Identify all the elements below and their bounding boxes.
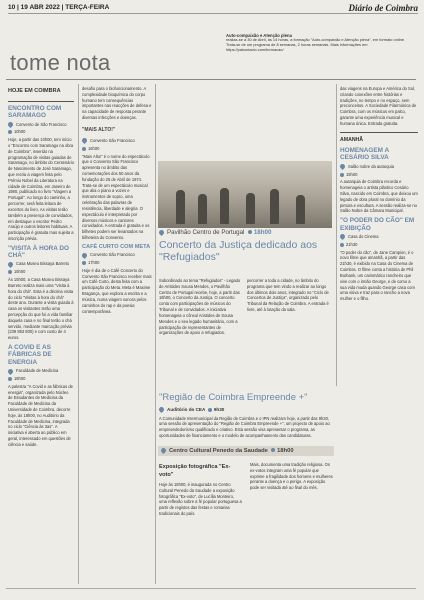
feature-caption: Pavilhão Centro de Portugal 18h00: [159, 229, 271, 236]
event-time: 16h00: [82, 146, 152, 152]
event-text: A palestra "A Covid e as fábricas de energia", organizada pelo Núcleo de Estudantes de Medicina da Faculdade de Medicina da Universidade de Coimbra, decorre hoje, às 18h00, no Auditório da Faculdade de Medicina, integrada no ciclo "Ciência às 3as". A iniciativa é aberta ao público em geral, interessado em questões de ciência e saúde.: [8, 383, 73, 447]
clock-icon: [82, 261, 86, 265]
location-pin-icon: [81, 137, 88, 144]
event-time: 21h30: [340, 242, 418, 248]
feature-column-1: [159, 278, 241, 338]
event-venue-time: Auditório do CEA 9h30: [159, 407, 335, 414]
event-text: Às 15h00, a Casa Museu Bissaya Barreto realiza mais uma "Visita à hora do chá". Esta é a décima visita do ciclo "Visitas à hora do chá" deste ano. Durante a visita guiada à casa os visitantes terão uma percepção do que foi a vida familiar daquela casa e no final terão o chá servido, mediante marcação prévia (239 853 800) e com custo de 4 euros.: [8, 277, 74, 341]
newspaper-logo: Diário de Coimbra: [348, 3, 418, 13]
photo-figure: [270, 189, 279, 224]
section-label: AMANHÃ: [340, 136, 364, 143]
photo-figure: [296, 195, 305, 224]
location-pin-icon: [160, 447, 167, 454]
article-headline: "Região de Coimbra Empreende +": [159, 392, 308, 403]
event-text: "Mais Alto!" é o nome do espectáculo que o Convento São Francisco apresenta no âmbito das comemorações dos 50 anos da fundação do 25 de Abril de 1974. Trata-se de um espectáculo musical que alia o piano a vozes e instrumentos de sopro, uma celebração das palavras de resistência, liberdade e alegria. O espectáculo é interpretado por diversos músicos e cantores convidados. A entrada é gratuita e os bilhetes podem ser levantados na bilheteira do Convento.: [82, 153, 150, 240]
event-time: 15h00: [340, 172, 418, 178]
feature-title: Concerto da Justiça dedicado aos "Refugiados": [159, 239, 318, 263]
event-text: Hoje é dia de o Café Concerto do Convento São Francisco receber mais um Café Curto, desta feita com a participação do Meta. Meta é Maxime Bragança, que explora a escrita e a música, numa viagem sonora pelos caminhos do rap e da poesia contemporânea.: [82, 267, 152, 314]
event-text: Hoje, a partir das 10h00, tem início o "Encontro com Saramago na obra de Coimbra", inserido na programação de visitas guiadas de Saramago, no âmbito do Centenário de Nascimento de José Saramago, que recria a viagem feita pelo Prémio Nobel da Literatura na cidade de Coimbra, em Janeiro de 1980, publicado no livro "Viagem a Portugal". Ao longo do caminho, a percorrer, será feita leitura de excertos do livro. As visitas terão também a presença de convidados, em destaque o escritor Pedro Araújo e outros leitores habituais. A participação é gratuita mas sujeita a inscrição prévia.: [8, 137, 74, 241]
clock-icon: [8, 130, 12, 134]
photo-figure: [176, 190, 185, 224]
column-two: [82, 86, 152, 316]
clock-icon: [8, 270, 12, 274]
article-text: percorrer a toda a cidade, no âmbito do programa que tem vindo a realizar ao longo dos últimos dois anos, integrado no "Ciclo de Concertos de Justiça", organizado pelo Tribunal da Relação de Coimbra. A entrada é livre, até à lotação da sala.: [247, 278, 329, 313]
article-text: Hoje às 18h00, é inaugurada no Centro Cultural Penedo da Saudade a exposição fotográfica "Ex-voto", de Lucília Monteiro, uma reflexão sobre a fé popular portuguesa a partir de registos das festas e romarias tradicionais do país.: [159, 481, 242, 516]
event-venue: Faculdade de Medicina: [8, 368, 74, 374]
column-hoje: [8, 84, 74, 450]
clock-icon: [248, 230, 252, 234]
promo-text: realiza-se a 30 de Abril, às 14 horas, a formação "Auto-compaixão e Atenção plena", em formato online. Trata-se de um programa de 8 semanas, 2 horas semanais. Mais informações em https://pakontacto.com/formacao/: [226, 37, 406, 52]
location-pin-icon: [339, 233, 346, 240]
event-title: HOMENAGEM A CESÁRIO SILVA: [340, 147, 389, 162]
section-divider: [6, 79, 416, 80]
location-pin-icon: [7, 368, 14, 375]
page-info: 10 | 19 ABR 2022 | TERÇA-FEIRA: [8, 4, 110, 11]
column-separator: [336, 84, 337, 386]
event-title: A COVID E AS FÁBRICAS DE ENERGIA: [8, 344, 52, 366]
article-text: das viagens na Europa e América do Sul, criando conexões entre histórias e tradições, no tempo e no espaço, sem preconceitos. A Sociedade Filarmónica de Coimbra, com os músicos em palco, garante uma experiência musical e humana única. Entrada gratuita.: [340, 86, 417, 126]
location-pin-icon: [7, 261, 14, 268]
location-pin-icon: [158, 406, 165, 413]
event-title: "VISITA À HORA DO CHÁ": [8, 244, 70, 260]
exhibition-column-2: [250, 462, 334, 493]
article-text: Subordinado ao tema "Refugiados" - Legado de Aristides Sousa Mendes, o Pavilhão Centro de Portugal recebe, hoje, a partir das 18h00, o Concerto da Justiça. O concerto conta com participações de músicos do Tribunal e de convidados. A iniciativa homenageia o cônsul Aristides de Sousa Mendes e o seu legado humanitário, com a participação de representantes de organizações de apoio a refugiados.: [159, 278, 241, 336]
feature-photo: [158, 161, 332, 228]
column-kicker: HOJE EM COIMBRA: [8, 88, 61, 94]
event-band: Centro Cultural Penedo da Saudade 18h00: [158, 446, 334, 456]
clock-icon: [8, 377, 12, 381]
event-text: A autarquia de Coimbra recorda e homenageia o artista plástico Cesário Silva, nascido em Coimbra, que deixou um legado de obra plural no domínio da pintura e escultura. A sessão realiza-se no Salão Nobre da Câmara Municipal.: [340, 179, 418, 214]
event-venue: Convento São Francisco: [82, 138, 152, 144]
event-venue: Convento de São Francisco: [8, 122, 74, 128]
feature-column-2: [247, 278, 333, 315]
page-bottom-rule: [6, 588, 416, 589]
event-title: ENCONTRO COM SARAMAGO: [8, 104, 62, 120]
location-pin-icon: [158, 229, 165, 236]
event-text: "O poder do cão", de Jane Campion, é o novo filme que amanhã, a partir das 21h30, é exibido na Casa do Cinema de Coimbra. O filme conta a história de Phil Burbank, um carismático rancheiro que vive com o irmão George, e de como a sua vida muda quando George casa com uma viúva e traz para o rancho a nova mulher e o filho.: [340, 249, 415, 302]
promo-title: Auto-compaixão e Atenção plena: [226, 33, 292, 38]
column-rule: [8, 101, 74, 102]
exhibition-column: [159, 460, 243, 519]
event-time: 15h00: [8, 269, 74, 275]
clock-icon: [271, 448, 275, 452]
column-right: [340, 86, 418, 304]
location-pin-icon: [339, 163, 346, 170]
event-venue: Casa Museu Bissaya Barreto: [8, 261, 74, 267]
event-venue: Salão nobre da autarquia: [340, 164, 418, 170]
event-time: 18h00: [8, 376, 74, 382]
event-title: CAFÉ CURTO COM META: [82, 243, 151, 250]
event-title: "MAIS ALTO!": [82, 126, 116, 133]
promo-box: [226, 33, 416, 53]
article-text: A Comunidade Intermunicipal da Região de Coimbra e o IPN realizam hoje, a partir das 9h30, uma sessão de apresentação do "Região de Coimbra Empreende +", um projecto de apoio ao empreendedorismo qualificado e criativo. Esta sessão visa apresentar o programa, as oportunidades de financiamento e o modelo de acompanhamento das candidaturas.: [159, 415, 330, 438]
middle-article: [159, 406, 335, 441]
photo-figure: [246, 193, 255, 224]
event-venue: Convento São Francisco: [82, 252, 152, 258]
column-rule: [340, 132, 418, 133]
column-separator: [155, 84, 156, 584]
article-text: Mais, documenta uma tradição religiosa. Os ex-votos integram uma fé popular que exprime a fragilidade dos homens e mulheres perante a doença e o perigo. A exposição pode ser visitada até ao final do mês.: [250, 462, 333, 491]
location-pin-icon: [81, 252, 88, 259]
clock-icon: [340, 173, 344, 177]
article-text: desafio para o biofuncionamento. A complexidade bioquímica do corpo humano tem consequências importantes nas reacções de defesa e na capacidade de resposta perante diversas infecções e doenças.: [82, 86, 152, 121]
page-header: [8, 3, 418, 14]
clock-icon: [340, 243, 344, 247]
exhibition-title: Exposição fotográfica "Ex-voto": [159, 464, 231, 478]
section-title: tome nota: [10, 50, 111, 75]
event-time: 17h00: [82, 260, 152, 266]
event-venue: Casa do Cinema: [340, 234, 418, 240]
event-title: "O PODER DO CÃO" EM EXIBIÇÃO: [340, 217, 415, 232]
column-separator: [78, 84, 79, 584]
location-pin-icon: [7, 121, 14, 128]
clock-icon: [208, 408, 212, 412]
clock-icon: [82, 147, 86, 151]
photo-figure: [198, 194, 207, 224]
photo-figure: [220, 188, 229, 224]
event-time: 10h00: [8, 129, 74, 135]
